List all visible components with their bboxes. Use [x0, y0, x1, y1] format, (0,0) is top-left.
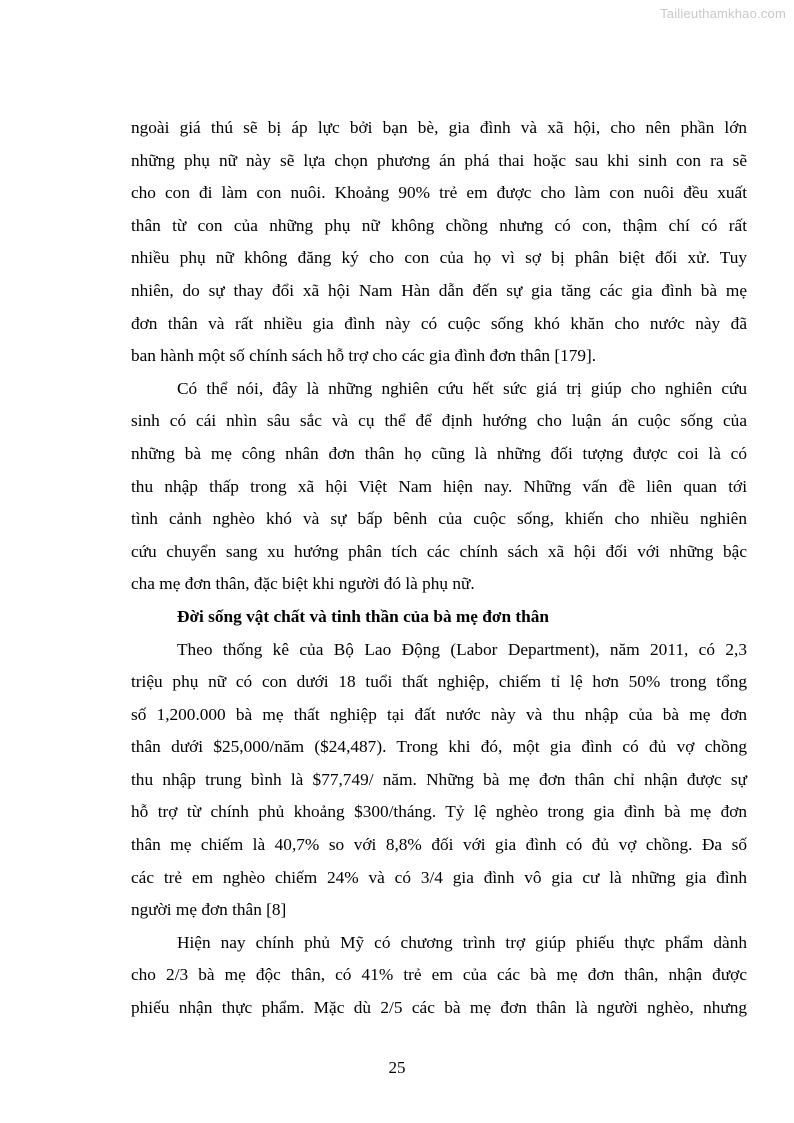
text-line: thu nhập trung bình là $77,749/ năm. Những bà mẹ đơn thân chỉ nhận được sự — [131, 769, 747, 789]
section-heading: Đời sống vật chất và tinh thần của bà mẹ đơn thân — [177, 606, 550, 626]
text-line: thân từ con của những phụ nữ không chồng nhưng có con, thậm chí có rất — [131, 215, 747, 235]
text-line: thu nhập thấp trong xã hội Việt Nam hiện nay. Những vấn đề liên quan tới — [131, 476, 747, 496]
text-line: cha mẹ đơn thân, đặc biệt khi người đó là phụ nữ. — [131, 574, 475, 594]
text-line: người mẹ đơn thân [8] — [131, 900, 287, 920]
watermark: Tailieuthamkhao.com — [660, 6, 786, 21]
text-line: nhiên, do sự thay đổi xã hội Nam Hàn dẫn đến sự gia tăng các gia đình bà mẹ — [131, 280, 747, 300]
text-line: Có thể nói, đây là những nghiên cứu hết sức giá trị giúp cho nghiên cứu — [177, 378, 747, 398]
text-line: cho con đi làm con nuôi. Khoảng 90% trẻ em được cho làm con nuôi đều xuất — [131, 183, 747, 203]
paragraph-1 — [131, 112, 747, 373]
text-line: Hiện nay chính phủ Mỹ có chương trình trợ giúp phiếu thực phẩm dành — [177, 932, 747, 952]
text-line: Theo thống kê của Bộ Lao Động (Labor Department), năm 2011, có 2,3 — [177, 639, 747, 659]
page-number: 25 — [388, 1058, 406, 1077]
text-line: sinh có cái nhìn sâu sắc và cụ thể để định hướng cho luận án cuộc sống của — [131, 411, 747, 431]
paragraph-3 — [131, 634, 747, 927]
text-line: thân mẹ chiếm là 40,7% so với 8,8% đối với gia đình có đủ vợ chồng. Đa số — [131, 835, 747, 855]
text-line: cứu chuyển sang xu hướng phân tích các chính sách xã hội đối với những bậc — [131, 541, 747, 561]
text-line: những phụ nữ này sẽ lựa chọn phương án phá thai hoặc sau khi sinh con ra sẽ — [131, 150, 747, 170]
text-line: hỗ trợ từ chính phủ khoảng $300/tháng. Tỷ lệ nghèo trong gia đình bà mẹ đơn — [131, 802, 747, 822]
text-line: các trẻ em nghèo chiếm 24% và có 3/4 gia đình vô gia cư là những gia đình — [131, 867, 747, 887]
text-line: đơn thân và rất nhiều gia đình này có cuộc sống khó khăn cho nước này đã — [131, 313, 747, 333]
text-line: phiếu nhận thực phẩm. Mặc dù 2/5 các bà mẹ đơn thân là người nghèo, nhưng — [131, 998, 747, 1018]
text-line: triệu phụ nữ có con dưới 18 tuổi thất nghiệp, chiếm tỉ lệ hơn 50% trong tổng — [131, 672, 747, 692]
text-line: ban hành một số chính sách hỗ trợ cho các gia đình đơn thân [179]. — [131, 346, 597, 366]
text-line: số 1,200.000 bà mẹ thất nghiệp tại đất nước này và thu nhập của bà mẹ đơn — [131, 704, 747, 724]
paragraph-2 — [131, 373, 747, 601]
text-line: nhiều phụ nữ không đăng ký cho con của họ vì sợ bị phân biệt đối xử. Tuy — [131, 248, 747, 268]
text-line: ngoài giá thú sẽ bị áp lực bởi bạn bè, gia đình và xã hội, cho nên phần lớn — [131, 118, 747, 137]
text-line: tình cảnh nghèo khó và sự bấp bênh của cuộc sống, khiến cho nhiều nghiên — [131, 509, 747, 529]
page-body — [131, 112, 747, 1025]
text-line: thân dưới $25,000/năm ($24,487). Trong khi đó, một gia đình có đủ vợ chồng — [131, 737, 747, 757]
paragraph-4 — [131, 927, 747, 1025]
text-line: cho 2/3 bà mẹ độc thân, có 41% trẻ em của các bà mẹ đơn thân, nhận được — [131, 965, 747, 985]
text-line: những bà mẹ công nhân đơn thân họ cũng là những đối tượng được coi là có — [131, 443, 747, 463]
